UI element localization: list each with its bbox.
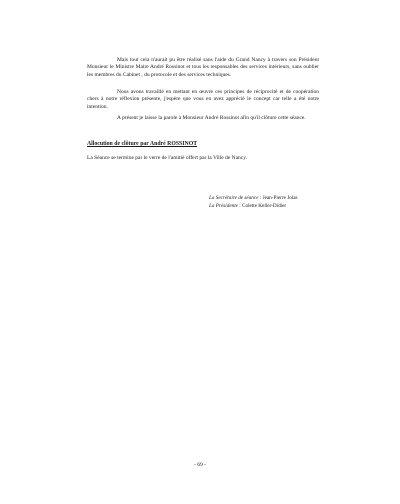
paragraph-handover: A présent je laisse la parole à Monsieur André Rossinot afin qu'il clôture cette séance. xyxy=(117,115,306,121)
signature-secretary xyxy=(209,195,298,203)
paragraph-thanks: Mais tout cela n'aurait pu être réalisé sans l'aide du Grand Nancy à travers son Président Monsieur le Ministre Maire André Rossinot et tous les responsables des services intérieurs, sans oublier les membres du Cabinet , du protocole et des services techniques. xyxy=(87,57,319,78)
closing-speech-heading: Allocution de clôture par André ROSSINOT xyxy=(87,141,198,147)
signature-president xyxy=(209,203,298,211)
closing-statement: La Séance se termine par le verre de l'amitié offert par la Ville de Nancy. xyxy=(87,155,247,161)
signature-role: La Secrétaire de séance xyxy=(209,195,259,201)
signature-role: La Présidente xyxy=(209,202,238,209)
signature-name: Jean-Pierre Jolas xyxy=(262,195,298,201)
signature-block xyxy=(209,195,298,210)
paragraph-principles: Nous avons travaillé en mettant en œuvre ces principes de réciprocité et de coopération chers à notre réflexion présente, j'espère que vous en avez apprécié le concept car telle a été notre intention. xyxy=(87,89,319,110)
page-number: - 69 - xyxy=(194,462,206,468)
signature-name: Colette Keller-Didier xyxy=(242,202,287,209)
signature-separator: : xyxy=(237,202,243,209)
signature-separator: : xyxy=(258,195,263,201)
